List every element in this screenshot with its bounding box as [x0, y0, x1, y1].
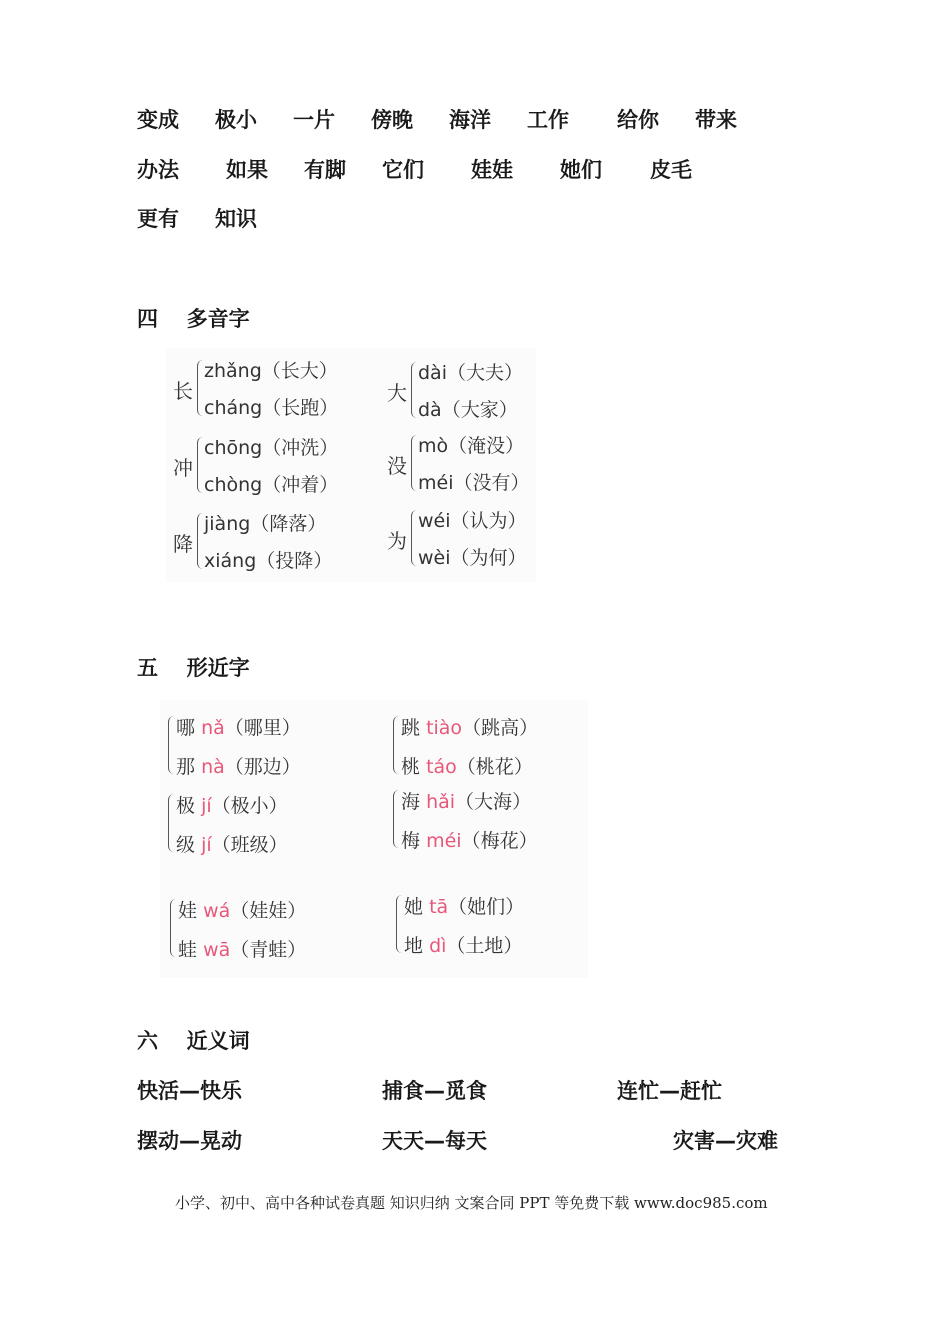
vocab-word: 如果 [226, 158, 268, 182]
polyphone-line: dài（大夫） [418, 362, 524, 384]
section-number: 五 [137, 656, 158, 680]
polyphone-char: 为 [387, 529, 407, 553]
similar-char-line: 她 tā（她们） [404, 896, 525, 918]
vocab-word: 海洋 [449, 108, 491, 132]
section-number: 四 [137, 307, 158, 331]
vocab-word: 变成 [137, 108, 179, 132]
polyphone-char: 没 [387, 454, 407, 478]
synonym-pair: 快活—快乐 [137, 1079, 242, 1103]
brace [168, 716, 175, 774]
brace [393, 716, 400, 774]
synonym-pair: 灾害—灾难 [673, 1129, 778, 1153]
brace [197, 437, 204, 493]
section-title: 多音字 [186, 307, 250, 331]
brace [393, 790, 400, 848]
vocab-word: 一片 [293, 108, 335, 132]
polyphone-line: chōng（冲洗） [204, 437, 339, 459]
page-footer: 小学、初中、高中各种试卷真题 知识归纳 文案合同 PPT 等免费下载 www.doc985.com [175, 1194, 768, 1212]
polyphone-line: dà（大家） [418, 399, 518, 421]
similar-char-line: 地 dì（土地） [404, 935, 523, 957]
vocab-word: 傍晚 [371, 108, 413, 132]
similar-char-line: 跳 tiào（跳高） [401, 717, 539, 739]
polyphone-line: wéi（认为） [418, 510, 527, 532]
brace [197, 513, 204, 569]
similar-char-line: 极 jí（极小） [176, 795, 288, 817]
similar-char-line: 哪 nǎ（哪里） [176, 717, 301, 739]
similar-char-line: 娃 wá（娃娃） [178, 900, 307, 922]
polyphone-line: cháng（长跑） [204, 397, 339, 419]
similar-char-line: 海 hǎi（大海） [401, 791, 532, 813]
brace [411, 362, 418, 418]
similar-char-line: 级 jí（班级） [176, 834, 288, 856]
brace [411, 435, 418, 491]
vocab-word: 她们 [560, 158, 602, 182]
polyphone-char: 大 [387, 381, 407, 405]
polyphone-line: mò（淹没） [418, 435, 525, 457]
polyphone-line: xiáng（投降） [204, 550, 333, 572]
vocab-word: 知识 [215, 207, 257, 231]
section-heading [137, 303, 250, 333]
vocab-word: 带来 [695, 108, 737, 132]
brace [168, 794, 175, 852]
polyphone-line: zhǎng（长大） [204, 360, 338, 382]
section-heading [137, 652, 250, 682]
vocab-word: 娃娃 [471, 158, 513, 182]
similar-char-line: 梅 méi（梅花） [401, 830, 538, 852]
brace [396, 895, 403, 953]
synonym-pair: 捕食—觅食 [382, 1079, 487, 1103]
polyphone-line: jiàng（降落） [204, 513, 327, 535]
synonym-pair: 摆动—晃动 [137, 1129, 242, 1153]
polyphone-char: 降 [173, 532, 193, 556]
brace [411, 510, 418, 566]
vocab-word: 皮毛 [650, 158, 692, 182]
polyphone-char: 长 [173, 379, 193, 403]
similar-char-line: 桃 táo（桃花） [401, 756, 533, 778]
section-number: 六 [137, 1029, 158, 1053]
polyphone-line: chòng（冲着） [204, 474, 339, 496]
vocab-word: 给你 [617, 108, 659, 132]
synonym-pair: 连忙—赶忙 [617, 1079, 722, 1103]
vocab-word: 工作 [527, 108, 569, 132]
similar-char-line: 那 nà（那边） [176, 756, 301, 778]
brace [170, 899, 177, 957]
vocab-word: 更有 [137, 207, 179, 231]
similar-char-line: 蛙 wā（青蛙） [178, 939, 307, 961]
brace [197, 360, 204, 416]
polyphone-line: méi（没有） [418, 472, 530, 494]
vocab-word: 有脚 [304, 158, 346, 182]
vocab-word: 极小 [215, 108, 257, 132]
synonym-pair: 天天—每天 [382, 1129, 487, 1153]
vocab-word: 它们 [382, 158, 424, 182]
section-title: 形近字 [186, 656, 250, 680]
vocab-word: 办法 [137, 158, 179, 182]
section-title: 近义词 [186, 1029, 250, 1053]
polyphone-line: wèi（为何） [418, 547, 527, 569]
section-heading [137, 1025, 250, 1055]
polyphone-char: 冲 [173, 456, 193, 480]
